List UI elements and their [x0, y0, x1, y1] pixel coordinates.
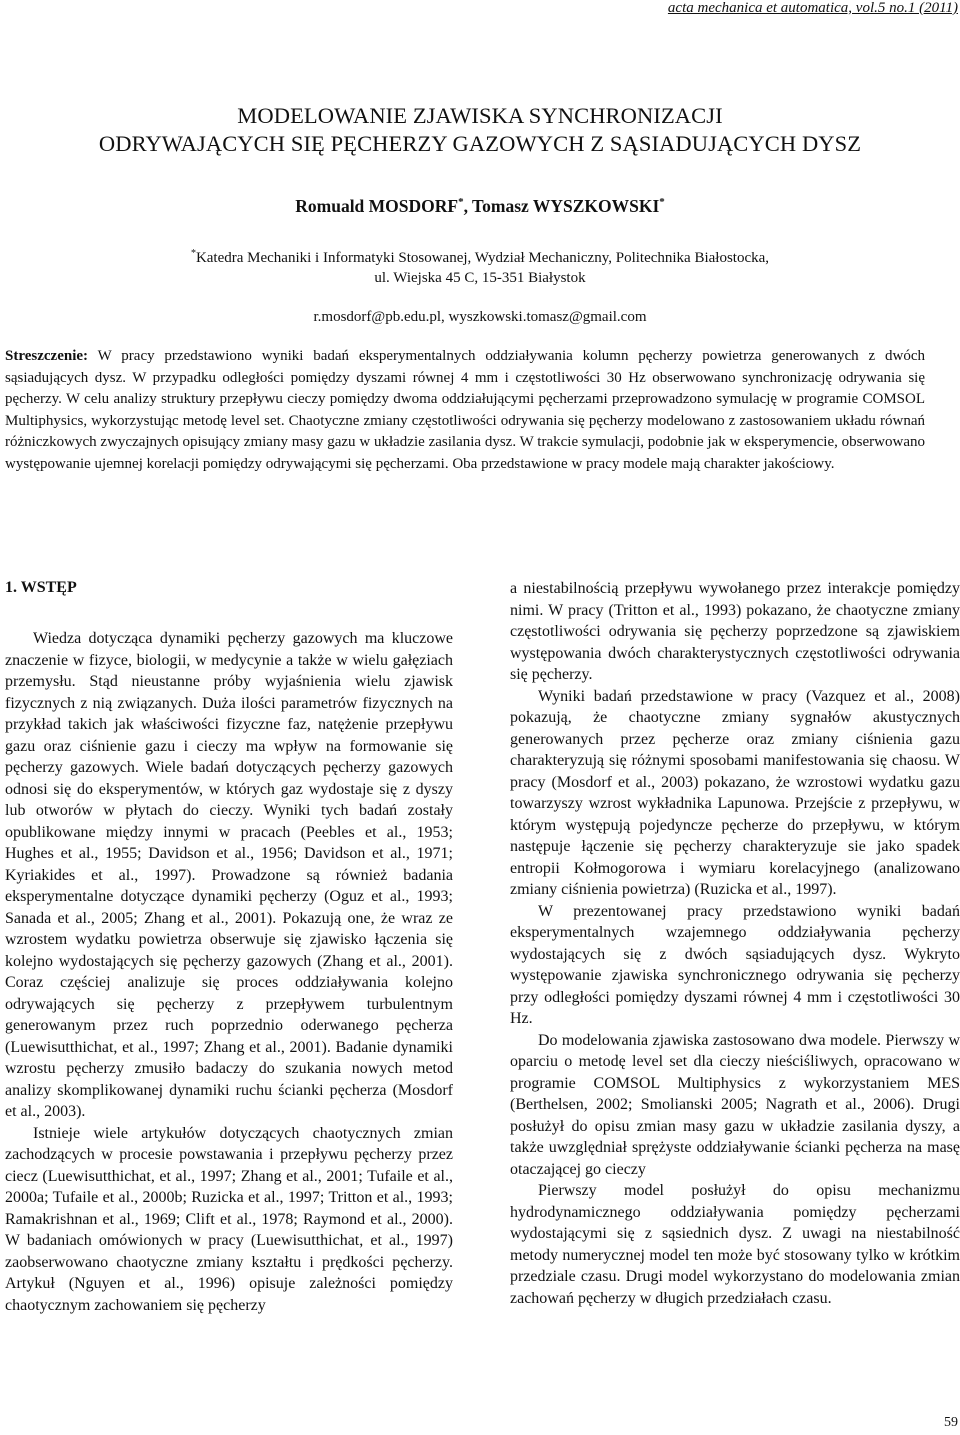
abstract-label: Streszczenie: [5, 348, 89, 364]
affiliation-address: ul. Wiejska 45 C, 15-351 Białystok [374, 270, 586, 286]
title-line-2: ODRYWAJĄCYCH SIĘ PĘCHERZY GAZOWYCH Z SĄSIADUJĄCYCH DYSZ [98, 131, 862, 156]
author-emails: r.mosdorf@pb.edu.pl, wyszkowski.tomasz@gmail.com [313, 309, 647, 325]
title-line-1: MODELOWANIE ZJAWISKA SYNCHRONIZACJI [237, 103, 723, 128]
affiliation-mark: * [190, 248, 196, 259]
paragraph: W prezentowanej pracy przedstawiono wyniki badań eksperymentalnych wzajemnego oddziaływania pęcherzy wydostających się z dwóch sąsiadujących dysz. Wykryto występowanie zjawiska synchronicznego odrywania się pęcherzy przy odległości pomiędzy dyszami równej 4 mm i częstotliwości 30 Hz. [510, 902, 960, 1027]
section-heading: 1. WSTĘP [5, 579, 77, 596]
page-number: 59 [944, 1415, 958, 1430]
author-mark: * [458, 196, 464, 208]
paragraph: Istnieje wiele artykułów dotyczących chaotycznych zmian zachodzących w procesie powstawania i przepływu pęcherzy przez ciecz (Luewisutthichat, et al., 1997; Zhang et al., 2001; Tufaile et al., 2000a; Tufaile et al., 2000b; Ruzicka et al., 1997; Tritton et al., 1993; Ramakrishnan et al., 1969; Clift et al., 1978; Raymond et al., 2000). W badaniach omówionych w pracy (Luewisutthichat, et al., 1997) zaobserwowano chaotyczne zmiany kształtu i prędkości pęcherzy. Artykuł (Nguyen et al., 1996) opisuje zależności pomiędzy chaotycznym zachowaniem się pęcherzy [5, 1124, 453, 1314]
author-name: Tomasz WYSZKOWSKI [472, 195, 660, 216]
journal-header: acta mechanica et automatica, vol.5 no.1 (2011) [667, 0, 958, 16]
paragraph: Pierwszy model posłużył do opisu mechanizmu hydrodynamicznego oddziaływania pomiędzy pęcherzami wydostającymi się z sąsiednich dysz. Z uwagi na niestabilność metody numerycznej model ten może być stosowany tylko w krótkim przedziale czasu. Drugi model wykorzystano do modelowania zmian zachowań pęcherzy w długich przedziałach czasu. [510, 1182, 960, 1307]
paragraph: Do modelowania zjawiska zastosowano dwa modele. Pierwszy w oparciu o metodę level set dla cieczy nieściśliwych, opracowano w programie COMSOL Multiphysics z wykorzystaniem MES (Berthelsen, 2002; Smolianski 2005; Nagrath et al., 2006). Drugi posłużył do opisu zmian masy gazu w układzie zasilania dyszy, a także uwzględniał sprężyste oddziaływanie ścianki pęcherza na masę otaczającej go cieczy [510, 1031, 960, 1178]
author-list: Romuald MOSDORF*, Tomasz WYSZKOWSKI* [295, 195, 665, 216]
body-column-right [510, 578, 960, 1309]
author-name: Romuald MOSDORF [295, 195, 459, 216]
paper-title [0, 102, 960, 158]
paragraph: Wiedza dotycząca dynamiki pęcherzy gazowych ma kluczowe znaczenie w fizyce, biologii, w medycynie a także w wielu gałęziach przemysłu. Stąd nieustanne próby wyjaśnienia wielu zjawisk fizycznych z nią związanych. Duża ilości parametrów fizycznych na przykład takich jak właściwości fizyczne faz, natężenie przepływu gazu oraz ciśnienie gazu i cieczy ma wpływ na formowanie się pęcherzy gazowych. Wiele badań dotyczących pęcherzy gazowych odnosi się do eksperymentów, w których gaz wydostaje się z dyszy lub otworów w płytach do cieczy. Wyniki tych badań zostały opublikowane między innymi w pracach (Peebles et al., 1953; Hughes et al., 1955; Davidson et al., 1956; Davidson et al., 1971; Kyriakides et al., 1997). Prowadzone są również badania eksperymentalne dotyczące dynamiki pęcherzy (Oguz et al., 1993; Sanada et al., 2005; Zhang et al., 2001). Pokazują one, że wraz ze wzrostem wydatku powietrza obserwuje się zjawisko łączenia się kolejno wydostających się pęcherzy gazowych (Zhang et al., 2001). Coraz częściej analizuje się proces oddziaływania kolejno odrywających się pęcherzy z przepływem turbulentnym generowanym przez ruch poprzednio oderwanego pęcherza (Luewisutthichat, et al., 1997; Zhang et al., 2001). Badanie dynamiki wzrostu pęcherzy zmusiło badaczy do szukania nowych metod analizy skomplikowanej dynamiki ruchu ścianki pęcherza (Mosdorf et al., 2003). [5, 630, 453, 1120]
abstract-text: W pracy przedstawiono wyniki badań eksperymentalnych oddziaływania kolumn pęcherzy powietrza generowanych z dwóch sąsiadujących dysz. W przypadku odległości pomiędzy dyszami równej 4 mm i częstotliwości 30 Hz obserwowano synchronizację odrywania się pęcherzy. W celu analizy struktury przepływu cieczy pomiędzy dwoma oddziałującymi pęcherzami przeprowadzono symulację w programie COMSOL Multiphysics, wykorzystując metodę level set. Chaotyczne zmiany częstotliwości odrywania się pęcherzy modelowano z zastosowaniem układu równań różniczkowych zwyczajnych opisujący zmiany masy gazu w układzie zasilania dysz. W trakcie symulacji, podobnie jak w eksperymencie, obserwowano występowanie ujemnej korelacji pomiędzy odrywającymi się pęcherzami. Oba przedstawione w pracy modele mają charakter jakościowy. [5, 348, 925, 472]
paragraph: a niestabilnością przepływu wywołanego przez interakcje pomiędzy nimi. W pracy (Tritton et al., 1993) pokazano, że chaotyczne zmiany częstotliwości odrywania się pęcherzy poprzedzone są zjawiskiem występowania dwóch charakterystycznych częstotliwości odrywania się pęcherzy. [510, 580, 960, 683]
paragraph: Wyniki badań przedstawione w pracy (Vazquez et al., 2008) pokazują, że chaotyczne zmiany sygnałów akustycznych generowanych przez pęcherze oraz zmiany ciśnienia gazu charakteryzują się różnymi sposobami manifestowania się chaosu. W pracy (Mosdorf et al., 2003) pokazano, że wzrostowi wydatku gazu towarzyszy wzrost wykładnika Lapunowa. Przejście z przepływu, w którym występują pojedyncze pęcherze do przepływu, w którym następuje łączenie się pęcherzy charakteryzuje sie jako spadek entropii Kołmogorowa i wymiaru korelacyjnego (analizowano zmiany ciśnienia powietrza) (Ruzicka et al., 1997). [510, 687, 960, 898]
abstract [5, 346, 925, 476]
author-mark: * [659, 196, 665, 208]
body-column-left [5, 578, 453, 1316]
affiliation [0, 244, 960, 288]
affiliation-text: Katedra Mechaniki i Informatyki Stosowanej, Wydział Mechaniczny, Politechnika Białostocka, [195, 250, 770, 266]
